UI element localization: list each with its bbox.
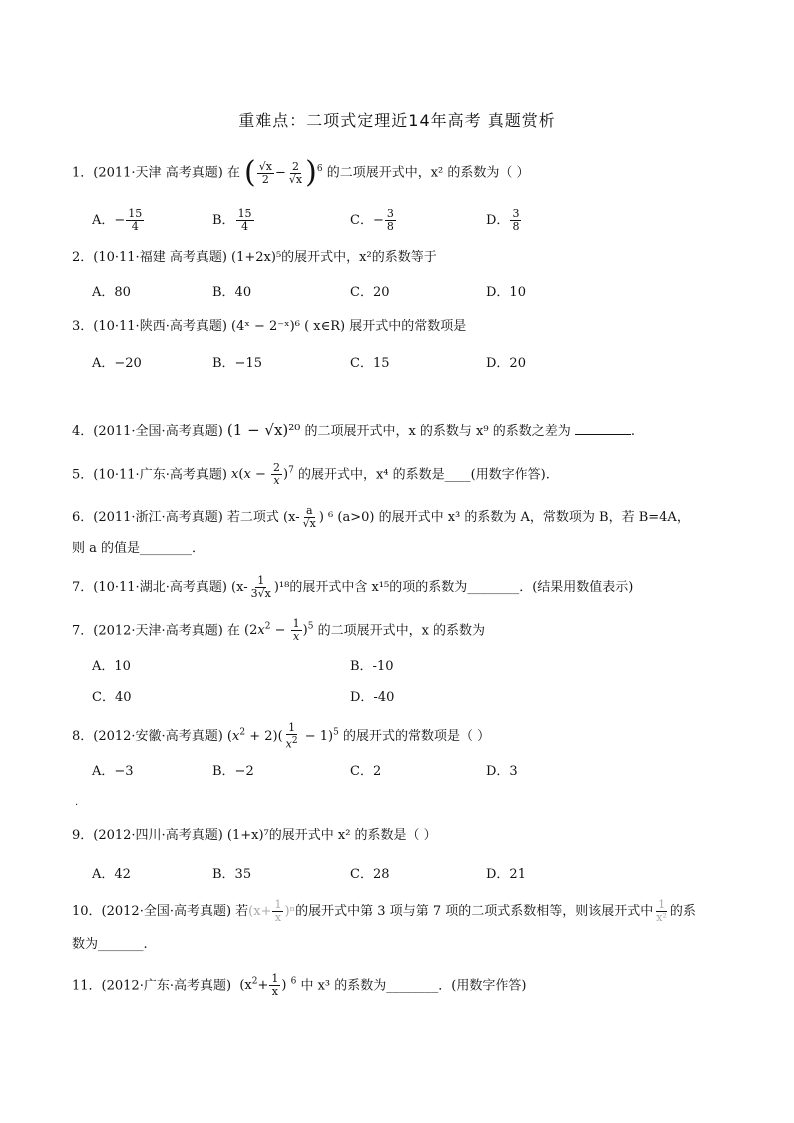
question-1: 1．(2011·天津 高考真题) 在 ( $\frac{√x}{2}$ − $\frac{2}{√x}$ )$^6$ 的二项展开式中，x² 的系数为（ ） — [72, 155, 530, 190]
math-expression: $\frac{1}{\text{x²}}$ — [656, 898, 667, 924]
option-b: B．−15 — [212, 356, 262, 371]
question-3: 3．(10·11·陕西·高考真题) (4ˣ − 2⁻ˣ)⁶ ( x∈R) 展开式中的常数项是 — [72, 319, 467, 334]
question-7b-suffix: 的二项展开式中，x 的系数为 — [317, 623, 486, 639]
question-7-tianjin — [72, 618, 485, 643]
option-a: A．80 — [92, 285, 131, 300]
question-7b-prefix: 7．(2012·天津·高考真题) 在 — [72, 623, 240, 639]
page-title: 重难点：二项式定理近14年高考 真题赏析 — [238, 111, 556, 130]
option-d: D．-40 — [350, 690, 395, 705]
option-d: D． $\frac{3}{8}$ — [486, 207, 520, 233]
answer-blank[interactable] — [575, 434, 631, 435]
question-1-prefix: 1．(2011·天津 高考真题) 在 — [72, 165, 240, 181]
math-expression: $\frac{√x}{2}$ — [258, 159, 272, 186]
question-10-suffix: 的展开式中第 3 项与第 7 项的二项式系数相等，则该展开式中 — [295, 904, 654, 919]
question-6-line-2: 则 a 的值是________． — [72, 541, 206, 556]
option-a: A．−3 — [92, 764, 134, 779]
question-6-line-1: 6．(2011·浙江·高考真题) 若二项式 (x- — [72, 510, 300, 525]
question-7a-suffix: )¹⁸的展开式中含 x¹⁵的项的系数为________．(结果用数值表示) — [273, 580, 634, 595]
question-7a-prefix: 7．(10·11·湖北·高考真题) (x- — [72, 580, 248, 595]
question-4-prefix: 4．(2011·全国·高考真题) — [72, 424, 223, 439]
math-expression: ($x^2+$ $\frac{1}{x}$ ) $^6$ — [235, 972, 297, 999]
question-10-line-2: 数为_______. — [72, 937, 148, 952]
math-expression: x(x − $\frac{2}{x}$ )$^7$ — [231, 461, 294, 488]
question-6 — [72, 505, 690, 530]
question-11-prefix: 11．(2012·广东·高考真题) — [72, 978, 232, 994]
option-a: A．10 — [92, 659, 131, 674]
question-11 — [72, 973, 526, 998]
math-expression: $\frac{1}{3√x}$ — [250, 574, 271, 600]
question-10 — [72, 899, 696, 924]
option-b: B．40 — [212, 285, 252, 300]
question-8 — [72, 722, 490, 751]
math-expression: $\frac{2}{√x}$ — [288, 159, 303, 186]
option-b: B．35 — [212, 867, 252, 882]
option-a: A．42 — [92, 867, 131, 882]
option-c: C．− $\frac{3}{8}$ — [350, 207, 394, 233]
stray-dot: . — [75, 797, 79, 808]
math-expression: $(x^2 + 2)$( $\frac{1}{x^2}$ − 1)$^5$ — [226, 721, 339, 751]
math-expression: $\frac{a}{√x}$ — [302, 504, 316, 530]
question-8-prefix: 8．(2012·安徽·高考真题) — [72, 728, 223, 744]
math-expression: ($2x^2$ − $\frac{1}{x}$ )$^5$ — [244, 617, 314, 644]
question-9: 9．(2012·四川·高考真题) (1+x)⁷的展开式中 x² 的系数是（ ） — [72, 828, 437, 843]
option-c: C．20 — [350, 285, 390, 300]
question-1-suffix: 的二项展开式中，x² 的系数为（ ） — [326, 165, 530, 181]
math-expression: (x+ $\frac{1}{x}$ )ⁿ — [248, 898, 296, 924]
question-5-prefix: 5．(10·11·广东·高考真题) — [72, 467, 227, 483]
option-d: D．20 — [486, 356, 526, 371]
option-d: D．3 — [486, 764, 518, 779]
question-5-suffix: 的展开式中，x⁴ 的系数是____(用数字作答). — [297, 467, 550, 483]
question-4: 4．(2011·全国·高考真题) (1 − √x)²⁰ 的二项展开式中，x 的系数与 x⁹ 的系数之差为 . — [72, 421, 636, 439]
question-2: 2．(10·11·福建 高考真题) (1+2x)⁵的展开式中，x²的系数等于 — [72, 250, 437, 265]
option-b: B．−2 — [212, 764, 254, 779]
question-10-prefix: 10．(2012·全国·高考真题) 若 — [72, 904, 249, 919]
question-10-suffix-2: 的系 — [669, 904, 696, 919]
option-c: C．2 — [350, 764, 382, 779]
math-expression: (1 − √x)²⁰ — [226, 421, 301, 439]
math-expression: ( — [244, 155, 256, 190]
question-6-line-1b: ) ⁶ (a>0) 的展开式中 x³ 的系数为 A，常数项为 B，若 B=4A， — [318, 510, 690, 525]
option-b: B． $\frac{15}{4}$ — [212, 207, 252, 233]
option-c: C．40 — [92, 690, 132, 705]
option-a: A．− $\frac{15}{4}$ — [92, 207, 143, 233]
question-7-hubei — [72, 575, 633, 600]
option-c: C．15 — [350, 356, 390, 371]
option-b: B．-10 — [350, 659, 394, 674]
question-5 — [72, 462, 550, 487]
question-8-suffix: 的展开式的常数项是（ ） — [342, 728, 491, 744]
option-c: C．28 — [350, 867, 390, 882]
math-expression: ) — [305, 155, 317, 190]
question-11-suffix: 中 x³ 的系数为________．(用数字作答) — [300, 978, 527, 994]
option-a: A．−20 — [92, 356, 142, 371]
option-d: D．10 — [486, 285, 526, 300]
option-d: D．21 — [486, 867, 526, 882]
question-4-suffix: 的二项展开式中，x 的系数与 x⁹ 的系数之差为 — [304, 424, 571, 439]
